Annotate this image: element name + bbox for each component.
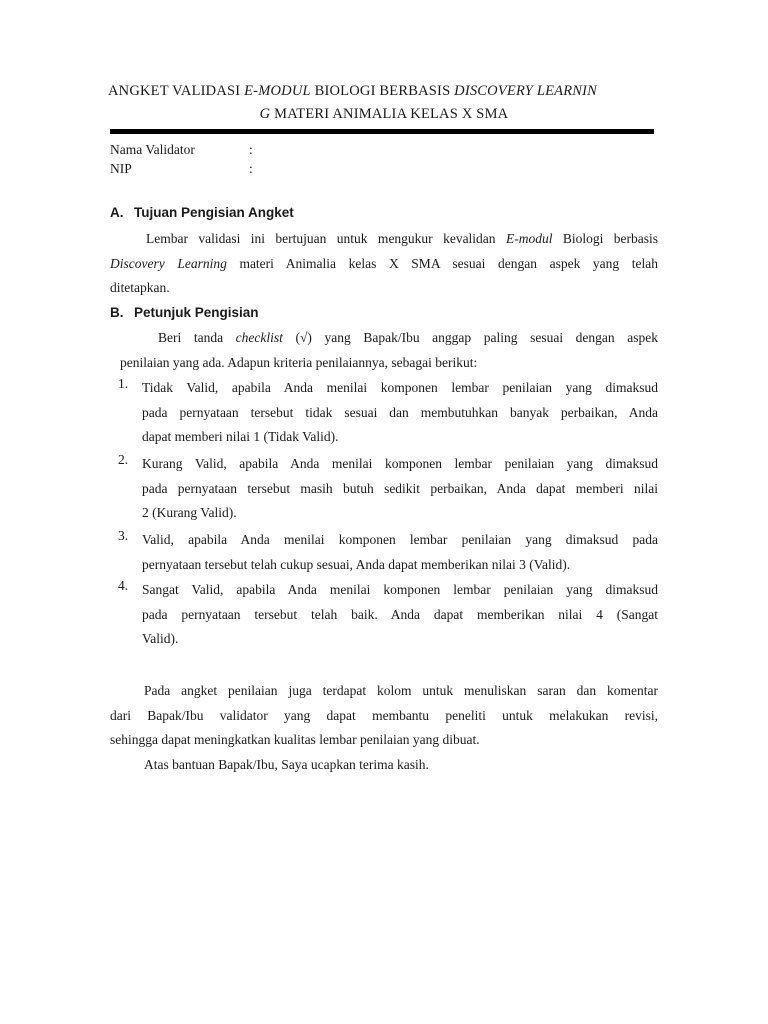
list-line: Kurang Valid, apabila Anda menilai komponen lembar penilaian yang dimaksud	[142, 456, 658, 471]
field-label: Nama Validator	[110, 142, 195, 157]
title-line-1: ANGKET VALIDASI E-MODUL BIOLOGI BERBASIS DISCOVERY LEARNIN	[108, 83, 598, 99]
list-line: dapat memberi nilai 1 (Tidak Valid).	[142, 429, 339, 444]
list-line: pada pernyataan tersebut telah baik. Anda dapat memberikan nilai 4 (Sangat	[142, 606, 658, 622]
paragraph-line: ditetapkan.	[110, 280, 170, 295]
paragraph-line: Beri tanda checklist (√) yang Bapak/Ibu anggap paling sesuai dengan aspek	[158, 330, 658, 345]
paragraph-line: Discovery Learning materi Animalia kelas X SMA sesuai dengan aspek yang telah	[110, 255, 659, 271]
list-line: pada pernyataan tersebut masih butuh sedikit perbaikan, Anda dapat memberi nilai	[142, 480, 658, 496]
list-line: Valid, apabila Anda menilai komponen lembar penilaian yang dimaksud pada	[142, 532, 658, 547]
paragraph-line: Lembar validasi ini bertujuan untuk mengukur kevalidan E-modul Biologi berbasis	[146, 231, 658, 246]
title-line-2: G MATERI ANIMALIA KELAS X SMA	[259, 106, 509, 122]
section-b-heading: B. Petunjuk Pengisian	[110, 305, 259, 320]
thanks-line: Atas bantuan Bapak/Ibu, Saya ucapkan terima kasih.	[144, 756, 429, 772]
field-colon: :	[249, 161, 253, 176]
paragraph-line: dari Bapak/Ibu validator yang dapat membantu peneliti untuk melakukan revisi,	[110, 707, 658, 723]
paragraph-line: penilaian yang ada. Adapun kriteria penilaiannya, sebagai berikut:	[120, 354, 478, 370]
list-line: Sangat Valid, apabila Anda menilai komponen lembar penilaian yang dimaksud	[142, 582, 658, 597]
list-line: Valid).	[142, 631, 179, 646]
section-a-paragraph	[110, 227, 658, 301]
document-title	[108, 80, 660, 126]
paragraph-line: sehingga dapat meningkatkan kualitas lembar penilaian yang dibuat.	[110, 732, 480, 747]
title-divider	[110, 129, 654, 134]
paragraph-line: Pada angket penilaian juga terdapat kolom untuk menuliskan saran dan komentar	[144, 683, 658, 698]
section-b-intro	[120, 326, 658, 375]
list-line: Tidak Valid, apabila Anda menilai komponen lembar penilaian yang dimaksud	[142, 380, 658, 395]
closing-paragraph	[110, 679, 658, 777]
list-line: 2 (Kurang Valid).	[142, 505, 237, 520]
field-colon: :	[249, 142, 253, 157]
list-line: pernyataan tersebut telah cukup sesuai, Anda dapat memberikan nilai 3 (Valid).	[142, 556, 571, 572]
document-page: ANGKET VALIDASI E-MODUL BIOLOGI BERBASIS DISCOVERY LEARNIN G MATERI ANIMALIA KELAS X SMA Nama Validator : NIP : A. Tujuan Pengisian Angket Lembar validasi ini bertujuan untuk mengukur kevalidan E-modul Biologi berbasis Discovery Learning materi Animalia kelas X SMA sesuai dengan aspek yang telah ditetapkan. B. Petunjuk Pengisian Beri tanda checklist (√) yang Bapak/Ibu anggap paling sesuai dengan aspek penilaian yang ada. Adapun kriteria penilaiannya, sebagai berikut: 1. Tidak Valid, apabila Anda menilai komponen lembar penilaian yang dimaksud pada pernyataan tersebut tidak sesuai dan membutuhkan banyak perbaikan, Anda dapat memberi nilai 1 (Tidak Valid). 2. Kurang Valid, apabila Anda menilai komponen lembar penilaian yang dimaksud pada pernyataan tersebut masih butuh sedikit perbaikan, Anda dapat memberi nilai 2 (Kurang Valid). 3. Valid, apabila Anda menilai komponen lembar penilaian yang dimaksud pada pernyataan tersebut telah cukup sesuai, Anda dapat memberikan nilai 3 (Valid). 4. Sangat Valid, apabila Anda menilai komponen lembar penilaian yang dimaksud pada pernyataan tersebut telah baik. Anda dapat memberikan nilai 4 (Sangat Valid). Pada angket penilaian juga terdapat kolom untuk menuliskan saran dan komentar dari Bapak/Ibu validator yang dapat membantu peneliti untuk melakukan revisi, sehingga dapat meningkatkan kualitas lembar penilaian yang dibuat. Atas bantuan Bapak/Ibu, Saya ucapkan terima kasih.	[0, 0, 768, 1024]
field-label: NIP	[110, 161, 132, 176]
section-a-heading: A. Tujuan Pengisian Angket	[110, 205, 294, 220]
list-line: pada pernyataan tersebut tidak sesuai dan membutuhkan banyak perbaikan, Anda	[142, 404, 658, 420]
